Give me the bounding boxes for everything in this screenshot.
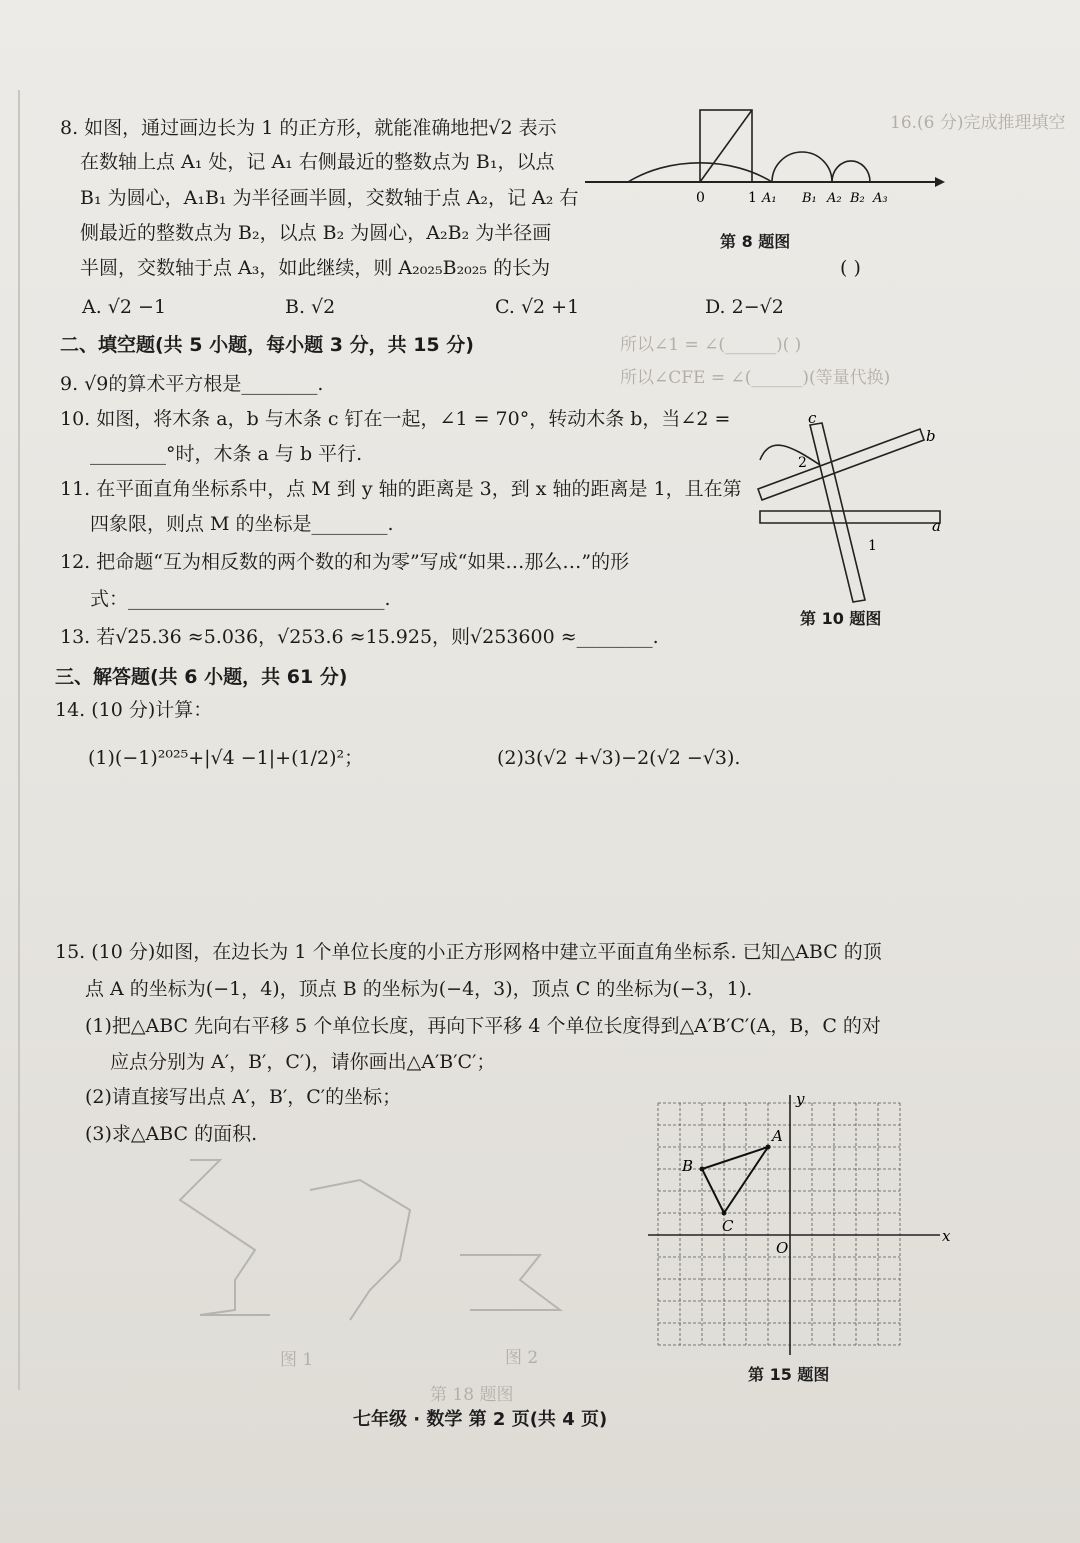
- section-2-heading: 二、填空题(共 5 小题，每小题 3 分，共 15 分): [60, 334, 474, 356]
- q11-line-1: 11. 在平面直角坐标系中，点 M 到 y 轴的距离是 3，到 x 轴的距离是 1，且在第: [60, 478, 742, 500]
- label-angle-1: 1: [868, 538, 877, 554]
- q8-line-5: 半圆，交数轴于点 A₃，如此继续，则 A₂₀₂₅B₂₀₂₅ 的长为: [80, 257, 551, 279]
- vertex-c: [722, 1211, 727, 1216]
- q8-figure: [580, 95, 950, 220]
- bleed-text: 图 1: [280, 1350, 314, 1370]
- axis-label: B₂: [850, 191, 865, 206]
- q8-line-3: B₁ 为圆心，A₁B₁ 为半径画半圆，交数轴于点 A₂，记 A₂ 右: [80, 187, 579, 209]
- vertex-label-a: A: [772, 1127, 783, 1145]
- bleed-text: 第 18 题图: [430, 1385, 514, 1405]
- axis-label: x: [942, 1227, 951, 1245]
- bleed-text: 所以∠1 = ∠(______)( ): [620, 335, 802, 355]
- label-b: b: [926, 427, 936, 445]
- axis-label: 1: [748, 190, 757, 206]
- q15-figure-caption: 第 15 题图: [748, 1365, 830, 1384]
- axis-label: y: [796, 1090, 805, 1108]
- q8-answer-bracket: ( ): [840, 257, 861, 279]
- q14-part-1: (1)(−1)²⁰²⁵+|√4 −1|+(1/2)²；: [88, 747, 364, 769]
- stick-b: [758, 429, 924, 500]
- q15-part-2: (2)请直接写出点 A′，B′，C′的坐标；: [85, 1086, 402, 1108]
- section-3-heading: 三、解答题(共 6 小题，共 61 分): [55, 666, 348, 688]
- bleed-sketch: [160, 1150, 630, 1340]
- q15-part-3: (3)求△ABC 的面积.: [85, 1123, 258, 1145]
- label-a: a: [932, 517, 941, 535]
- label-angle-2: 2: [798, 455, 807, 471]
- triangle-abc: [702, 1147, 768, 1213]
- axis-label: O: [776, 1239, 789, 1257]
- q8-option-b: B. √2: [285, 296, 336, 318]
- q14-title: 14. (10 分)计算：: [55, 699, 213, 721]
- q15-coordinate-grid: [640, 1090, 960, 1360]
- label-c: c: [808, 409, 817, 427]
- vertex-b: [700, 1167, 705, 1172]
- vertex-label-b: B: [682, 1157, 694, 1175]
- semicircle-3: [832, 161, 870, 182]
- q15-part-1-line-2: 应点分别为 A′，B′，C′)，请你画出△A′B′C′；: [110, 1051, 496, 1073]
- bleed-text: 图 2: [505, 1348, 539, 1368]
- axis-label: 0: [696, 190, 705, 206]
- q10-figure-caption: 第 10 题图: [800, 609, 882, 628]
- q10-line-2: ________°时，木条 a 与 b 平行.: [90, 443, 363, 465]
- page-edge-shadow: [18, 90, 20, 1390]
- stick-c: [810, 423, 865, 602]
- diagonal: [700, 110, 752, 182]
- q10-line-1: 10. 如图，将木条 a，b 与木条 c 钉在一起，∠1 = 70°，转动木条 b，当∠2 =: [60, 408, 731, 430]
- axis-label: A₁: [762, 191, 777, 206]
- vertex-label-c: C: [722, 1217, 734, 1235]
- q13-text: 13. 若√25.36 ≈5.036，√253.6 ≈15.925，则√253600 ≈________.: [60, 626, 659, 648]
- q11-line-2: 四象限，则点 M 的坐标是________.: [90, 513, 394, 535]
- q15-part-1-line-1: (1)把△ABC 先向右平移 5 个单位长度，再向下平移 4 个单位长度得到△A′B′C′(A，B，C 的对: [85, 1015, 881, 1037]
- q12-line-1: 12. 把命题“互为相反数的两个数的和为零”写成“如果…那么…”的形: [60, 551, 630, 573]
- q8-option-c: C. √2 +1: [495, 296, 580, 318]
- axis-label: A₃: [873, 191, 888, 206]
- q8-line-4: 侧最近的整数点为 B₂，以点 B₂ 为圆心，A₂B₂ 为半径画: [80, 222, 552, 244]
- vertex-a: [766, 1145, 771, 1150]
- q9-text: 9. √9的算术平方根是________.: [60, 373, 324, 395]
- page-footer: 七年级 · 数学 第 2 页(共 4 页): [353, 1409, 608, 1430]
- bleed-text: 所以∠CFE = ∠(______)(等量代换): [620, 368, 891, 388]
- axis-label: A₂: [827, 191, 842, 206]
- bleed-text: 16.(6 分)完成推理填空: [890, 113, 1066, 133]
- axis-label: B₁: [802, 191, 817, 206]
- arrow-head: [935, 177, 945, 187]
- q8-line-2: 在数轴上点 A₁ 处，记 A₁ 右侧最近的整数点为 B₁，以点: [80, 151, 555, 173]
- q8-line-1: 8. 如图，通过画边长为 1 的正方形，就能准确地把√2 表示: [60, 117, 557, 139]
- q8-option-d: D. 2−√2: [705, 296, 784, 318]
- stick-a: [760, 511, 940, 523]
- q15-line-2: 点 A 的坐标为(−1，4)，顶点 B 的坐标为(−4，3)，顶点 C 的坐标为(−3，1).: [85, 978, 753, 1000]
- rotate-arrow: [760, 445, 820, 465]
- q12-line-2: 式：___________________________.: [90, 588, 391, 610]
- q15-line-1: 15. (10 分)如图，在边长为 1 个单位长度的小正方形网格中建立平面直角坐标系. 已知△ABC 的顶: [55, 941, 882, 963]
- semicircle-2: [772, 152, 832, 182]
- q10-figure: [750, 409, 950, 615]
- q8-figure-caption: 第 8 题图: [720, 232, 791, 251]
- q8-option-a: A. √2 −1: [82, 296, 167, 318]
- q14-part-2: (2)3(√2 +√3)−2(√2 −√3).: [497, 747, 741, 769]
